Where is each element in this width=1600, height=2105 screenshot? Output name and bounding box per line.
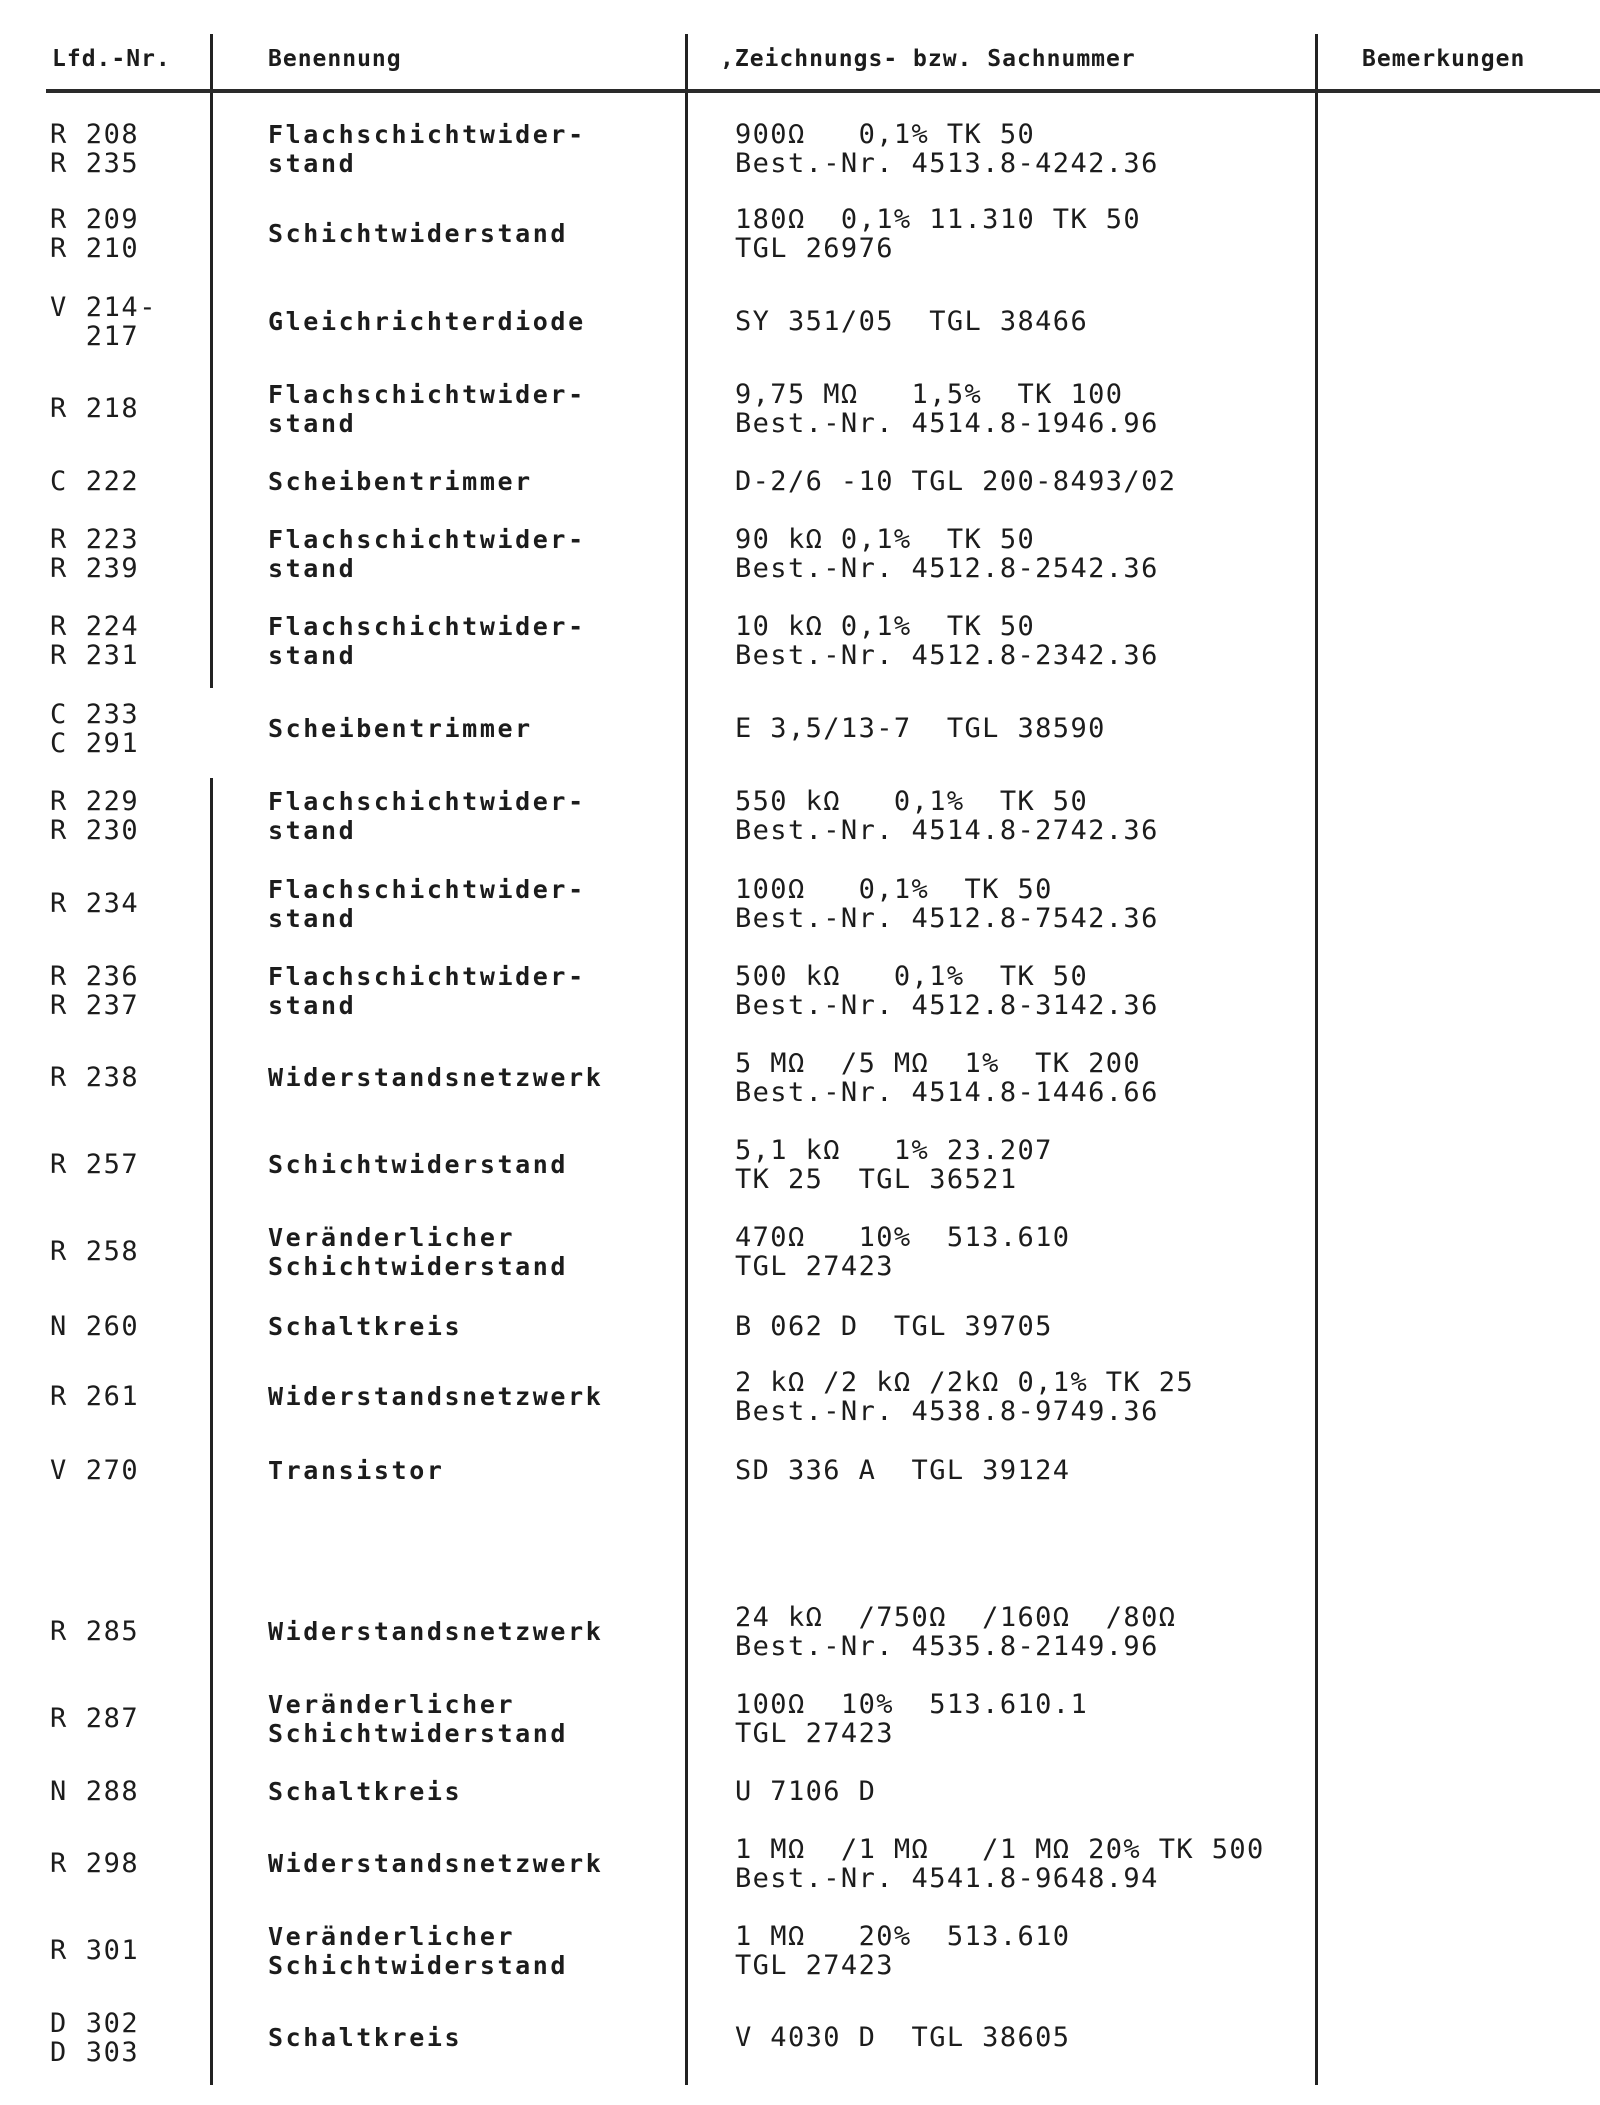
drawing-number-cell [735, 875, 1159, 933]
part-name-cell [268, 1922, 568, 1980]
drawing-number-line: Best.-Nr. 4512.8-2542.36 [735, 553, 1159, 584]
part-name-line: Schichtwiderstand [268, 1951, 569, 1980]
part-name-line: Widerstandsnetzwerk [268, 1617, 604, 1646]
drawing-number-line: TGL 27423 [735, 1950, 894, 1981]
part-number-line: R 237 [50, 990, 140, 1021]
part-name-line: stand [268, 641, 357, 670]
part-number-cell [50, 1456, 139, 1485]
part-number-line: R 257 [50, 1149, 140, 1180]
part-name-cell [268, 1777, 462, 1806]
drawing-number-line: TK 25 TGL 36521 [735, 1164, 1018, 1195]
drawing-number-cell [735, 1777, 876, 1806]
drawing-number-line: Best.-Nr. 4541.8-9648.94 [735, 1863, 1159, 1894]
part-name-line: stand [268, 904, 357, 933]
part-name-cell [268, 1456, 445, 1485]
drawing-number-line: U 7106 D [735, 1776, 877, 1807]
drawing-number-line: 100Ω 10% 513.610.1 [735, 1689, 1089, 1720]
part-name-cell [268, 612, 586, 670]
part-number-cell [50, 612, 139, 670]
part-name-line: stand [268, 149, 357, 178]
drawing-number-line: Best.-Nr. 4512.8-7542.36 [735, 903, 1159, 934]
part-name-line: stand [268, 991, 357, 1020]
part-number-line: R 239 [50, 553, 140, 584]
part-name-line: Gleichrichterdiode [268, 307, 586, 336]
drawing-number-line: Best.-Nr. 4512.8-3142.36 [735, 990, 1159, 1021]
drawing-number-cell [735, 612, 1159, 670]
drawing-number-line: SY 351/05 TGL 38466 [735, 306, 1089, 337]
part-name-line: Veränderlicher [268, 1922, 516, 1951]
part-number-line: R 230 [50, 815, 140, 846]
drawing-number-cell [735, 120, 1159, 178]
drawing-number-line: Best.-Nr. 4514.8-2742.36 [735, 815, 1159, 846]
part-name-line: Widerstandsnetzwerk [268, 1382, 604, 1411]
part-number-line: R 285 [50, 1616, 140, 1647]
part-name-line: Scheibentrimmer [268, 467, 533, 496]
drawing-number-line: 100Ω 0,1% TK 50 [735, 874, 1053, 905]
part-name-cell [268, 525, 586, 583]
part-name-line: Schichtwiderstand [268, 219, 569, 248]
part-name-cell [268, 1382, 603, 1411]
part-number-line: D 302 [50, 2008, 140, 2039]
part-name-line: Schaltkreis [268, 1312, 463, 1341]
drawing-number-line: E 3,5/13-7 TGL 38590 [735, 713, 1106, 744]
part-number-cell [50, 467, 139, 496]
part-name-line: Schichtwiderstand [268, 1252, 569, 1281]
part-name-line: Scheibentrimmer [268, 714, 533, 743]
part-number-cell [50, 1382, 139, 1411]
header-rule [46, 89, 1600, 93]
part-name-cell [268, 787, 586, 845]
drawing-number-line: 550 kΩ 0,1% TK 50 [735, 786, 1089, 817]
drawing-number-line: 900Ω 0,1% TK 50 [735, 119, 1036, 150]
part-name-line: stand [268, 816, 357, 845]
drawing-number-cell [735, 1603, 1176, 1661]
header-lfd-nr: Lfd.-Nr. [52, 46, 171, 72]
part-number-line: C 291 [50, 728, 140, 759]
header-bemerkungen: Bemerkungen [1362, 46, 1526, 72]
part-number-line: R 231 [50, 640, 140, 671]
part-number-cell [50, 1849, 139, 1878]
part-number-line: 217 [50, 321, 140, 352]
drawing-number-line: B 062 D TGL 39705 [735, 1311, 1053, 1342]
part-number-line: R 208 [50, 119, 140, 150]
part-name-cell [268, 1150, 568, 1179]
part-number-line: R 287 [50, 1703, 140, 1734]
drawing-number-line: TGL 26976 [735, 233, 894, 264]
part-number-line: R 218 [50, 393, 140, 424]
part-name-cell [268, 380, 586, 438]
part-number-line: N 260 [50, 1311, 140, 1342]
drawing-number-line: 1 MΩ 20% 513.610 [735, 1921, 1071, 1952]
part-number-cell [50, 787, 139, 845]
drawing-number-cell [735, 1223, 1070, 1281]
drawing-number-cell [735, 205, 1141, 263]
drawing-number-line: Best.-Nr. 4513.8-4242.36 [735, 148, 1159, 179]
part-number-line: N 288 [50, 1776, 140, 1807]
drawing-number-line: V 4030 D TGL 38605 [735, 2022, 1071, 2053]
part-name-cell [268, 467, 533, 496]
part-number-line: R 235 [50, 148, 140, 179]
drawing-number-line: SD 336 A TGL 39124 [735, 1455, 1071, 1486]
part-name-line: Flachschichtwider- [268, 380, 586, 409]
column-divider-1 [210, 34, 213, 688]
part-name-line: Flachschichtwider- [268, 962, 586, 991]
part-number-cell [50, 2009, 139, 2067]
drawing-number-cell [735, 1835, 1265, 1893]
part-name-line: Flachschichtwider- [268, 120, 586, 149]
part-number-line: R 298 [50, 1848, 140, 1879]
drawing-number-cell [735, 1456, 1070, 1485]
part-name-line: Schaltkreis [268, 1777, 463, 1806]
drawing-number-line: 9,75 MΩ 1,5% TK 100 [735, 379, 1124, 410]
part-name-line: Flachschichtwider- [268, 612, 586, 641]
part-number-cell [50, 205, 139, 263]
header-zeichnungsnummer: ,Zeichnungs- bzw. Sachnummer [720, 46, 1136, 72]
part-number-line: D 303 [50, 2037, 140, 2068]
drawing-number-cell [735, 1922, 1070, 1980]
part-name-cell [268, 962, 586, 1020]
part-name-cell [268, 714, 533, 743]
part-name-cell [268, 1223, 568, 1281]
part-name-cell [268, 1849, 603, 1878]
drawing-number-line: 500 kΩ 0,1% TK 50 [735, 961, 1089, 992]
part-name-line: Transistor [268, 1456, 445, 1485]
part-name-cell [268, 2023, 462, 2052]
drawing-number-cell [735, 380, 1159, 438]
part-number-line: R 301 [50, 1935, 140, 1966]
part-name-line: Widerstandsnetzwerk [268, 1063, 604, 1092]
column-divider-3 [1315, 34, 1318, 2085]
part-number-line: V 270 [50, 1455, 140, 1486]
drawing-number-line: TGL 27423 [735, 1251, 894, 1282]
drawing-number-cell [735, 525, 1159, 583]
part-name-cell [268, 875, 586, 933]
part-name-cell [268, 1312, 462, 1341]
part-number-cell [50, 525, 139, 583]
part-name-cell [268, 1690, 568, 1748]
part-number-line: C 233 [50, 699, 140, 730]
drawing-number-line: 470Ω 10% 513.610 [735, 1222, 1071, 1253]
drawing-number-cell [735, 962, 1159, 1020]
part-number-line: R 238 [50, 1062, 140, 1093]
drawing-number-line: 1 MΩ /1 MΩ /1 MΩ 20% TK 500 [735, 1834, 1265, 1865]
drawing-number-line: 5,1 kΩ 1% 23.207 [735, 1135, 1053, 1166]
part-name-line: stand [268, 409, 357, 438]
part-number-cell [50, 1704, 139, 1733]
part-number-cell [50, 1777, 139, 1806]
drawing-number-cell [735, 307, 1088, 336]
part-name-line: Schichtwiderstand [268, 1150, 569, 1179]
drawing-number-line: Best.-Nr. 4514.8-1446.66 [735, 1077, 1159, 1108]
drawing-number-cell [735, 1136, 1053, 1194]
part-name-cell [268, 1617, 603, 1646]
part-number-line: R 236 [50, 961, 140, 992]
part-number-cell [50, 1312, 139, 1341]
drawing-number-line: Best.-Nr. 4512.8-2342.36 [735, 640, 1159, 671]
drawing-number-cell [735, 1368, 1194, 1426]
part-number-line: C 222 [50, 466, 140, 497]
part-name-line: Veränderlicher [268, 1690, 516, 1719]
part-name-cell [268, 307, 586, 336]
drawing-number-line: 10 kΩ 0,1% TK 50 [735, 611, 1036, 642]
part-name-line: Widerstandsnetzwerk [268, 1849, 604, 1878]
part-number-cell [50, 700, 139, 758]
part-number-cell [50, 962, 139, 1020]
part-number-line: R 210 [50, 233, 140, 264]
part-number-cell [50, 1237, 139, 1266]
drawing-number-line: Best.-Nr. 4538.8-9749.36 [735, 1396, 1159, 1427]
drawing-number-line: Best.-Nr. 4535.8-2149.96 [735, 1631, 1159, 1662]
column-divider-2 [685, 34, 688, 2085]
part-number-line: R 224 [50, 611, 140, 642]
drawing-number-cell [735, 1049, 1159, 1107]
part-number-line: R 234 [50, 888, 140, 919]
drawing-number-cell [735, 467, 1176, 496]
part-number-line: R 261 [50, 1381, 140, 1412]
part-number-cell [50, 293, 157, 351]
part-number-cell [50, 1150, 139, 1179]
drawing-number-line: 24 kΩ /750Ω /160Ω /80Ω [735, 1602, 1177, 1633]
part-name-line: Veränderlicher [268, 1223, 516, 1252]
header-benennung: Benennung [268, 46, 402, 72]
part-number-cell [50, 1063, 139, 1092]
drawing-number-cell [735, 787, 1159, 845]
part-number-cell [50, 889, 139, 918]
drawing-number-line: D-2/6 -10 TGL 200-8493/02 [735, 466, 1177, 497]
part-name-cell [268, 1063, 603, 1092]
drawing-number-line: Best.-Nr. 4514.8-1946.96 [735, 408, 1159, 439]
drawing-number-line: 5 MΩ /5 MΩ 1% TK 200 [735, 1048, 1142, 1079]
part-name-line: Flachschichtwider- [268, 787, 586, 816]
drawing-number-line: 90 kΩ 0,1% TK 50 [735, 524, 1036, 555]
part-number-line: R 209 [50, 204, 140, 235]
drawing-number-line: 2 kΩ /2 kΩ /2kΩ 0,1% TK 25 [735, 1367, 1195, 1398]
part-name-line: Flachschichtwider- [268, 875, 586, 904]
part-name-line: stand [268, 554, 357, 583]
part-name-cell [268, 120, 586, 178]
part-name-line: Schaltkreis [268, 2023, 463, 2052]
part-number-line: R 258 [50, 1236, 140, 1267]
drawing-number-cell [735, 1312, 1053, 1341]
part-number-cell [50, 1936, 139, 1965]
drawing-number-cell [735, 2023, 1070, 2052]
part-number-line: R 229 [50, 786, 140, 817]
column-divider-1-lower [210, 778, 213, 2085]
drawing-number-cell [735, 1690, 1088, 1748]
drawing-number-line: TGL 27423 [735, 1718, 894, 1749]
drawing-number-line: 180Ω 0,1% 11.310 TK 50 [735, 204, 1142, 235]
part-number-cell [50, 120, 139, 178]
part-name-cell [268, 219, 568, 248]
part-name-line: Flachschichtwider- [268, 525, 586, 554]
part-number-line: V 214- [50, 292, 158, 323]
part-number-cell [50, 394, 139, 423]
drawing-number-cell [735, 714, 1106, 743]
part-number-cell [50, 1617, 139, 1646]
part-name-line: Schichtwiderstand [268, 1719, 569, 1748]
part-number-line: R 223 [50, 524, 140, 555]
